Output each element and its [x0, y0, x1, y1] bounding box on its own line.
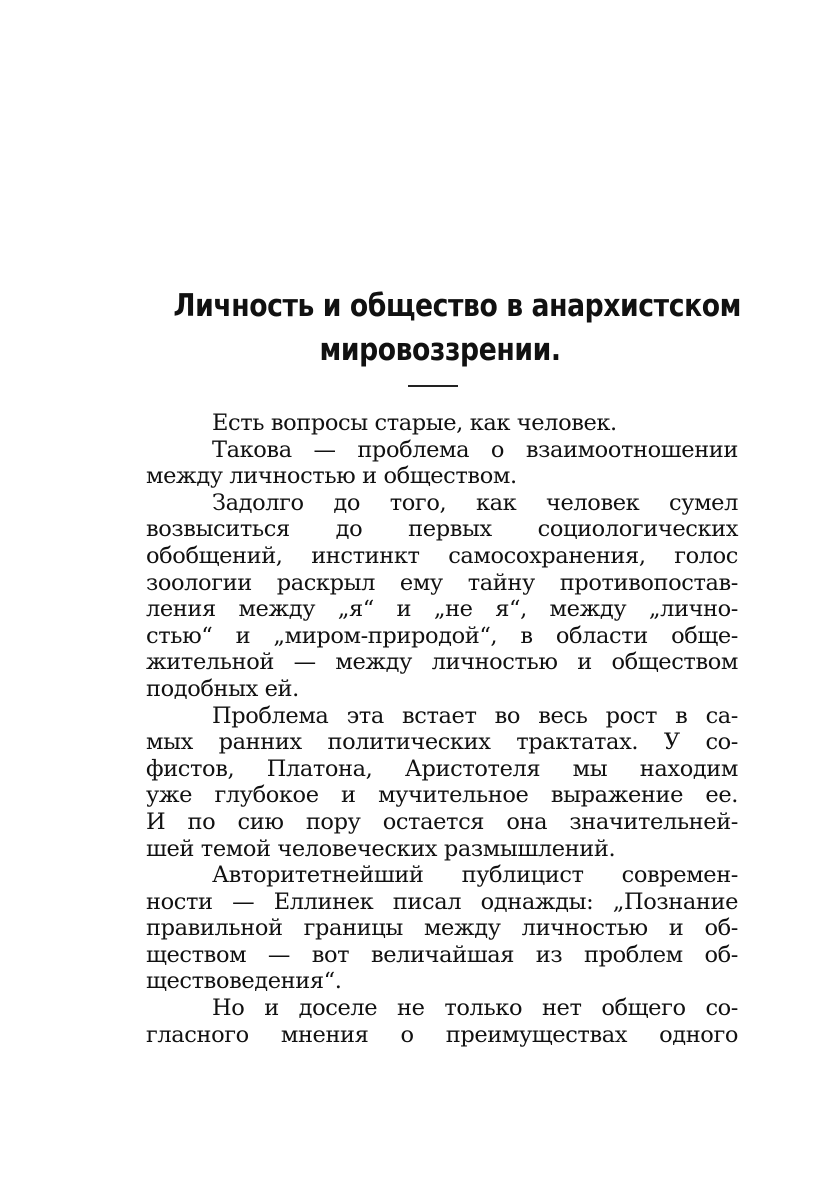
text-line: И по сию пору остается она значительней-	[146, 808, 738, 835]
text-line: зоологии раскрыл ему тайну противопостав-	[146, 569, 738, 596]
text-line: стью“ и „миром-природой“, в области обще-	[146, 622, 738, 649]
chapter-title-line-1: Личность и общество в анархистском	[173, 288, 741, 324]
text-line: подобных ей.	[146, 675, 299, 702]
text-line: мых ранних политических трактатах. У со-	[146, 729, 738, 756]
text-line: фистов, Платона, Аристотеля мы находим	[146, 755, 738, 782]
text-line: жительной — между личностью и обществом	[146, 649, 738, 676]
text-line: ления между „я“ и „не я“, между „лично-	[146, 596, 738, 623]
text-line: правильной границы между личностью и об-	[146, 915, 738, 942]
text-line: Задолго до того, как человек сумел	[212, 489, 738, 516]
text-line: гласного мнения о преимуществах одного	[146, 1021, 738, 1048]
text-line: Такова — проблема о взаимоотношении	[212, 436, 738, 463]
chapter-title	[173, 284, 741, 372]
body-text	[146, 410, 738, 1048]
text-line: Авторитетнейший публицист современ-	[212, 862, 738, 889]
text-line: Проблема эта встает во весь рост в са-	[212, 702, 738, 729]
text-line: шей темой человеческих размышлений.	[146, 835, 616, 862]
text-line: возвыситься до первых социологических	[146, 516, 738, 543]
chapter-title-line-2: мировоззрении.	[319, 332, 561, 368]
text-line: ности — Еллинек писал однажды: „Познание	[146, 888, 738, 915]
text-line: Но и доселе не только нет общего со-	[212, 995, 738, 1022]
title-divider	[408, 385, 458, 387]
text-line: уже глубокое и мучительное выражение ее.	[146, 782, 738, 809]
text-line: ществоведения“.	[146, 968, 342, 995]
text-line: Есть вопросы старые, как человек.	[212, 410, 617, 436]
text-line: обобщений, инстинкт самосохранения, голос	[146, 542, 738, 569]
text-line: ществом — вот величайшая из проблем об-	[146, 941, 738, 968]
text-line: между личностью и обществом.	[146, 463, 517, 490]
